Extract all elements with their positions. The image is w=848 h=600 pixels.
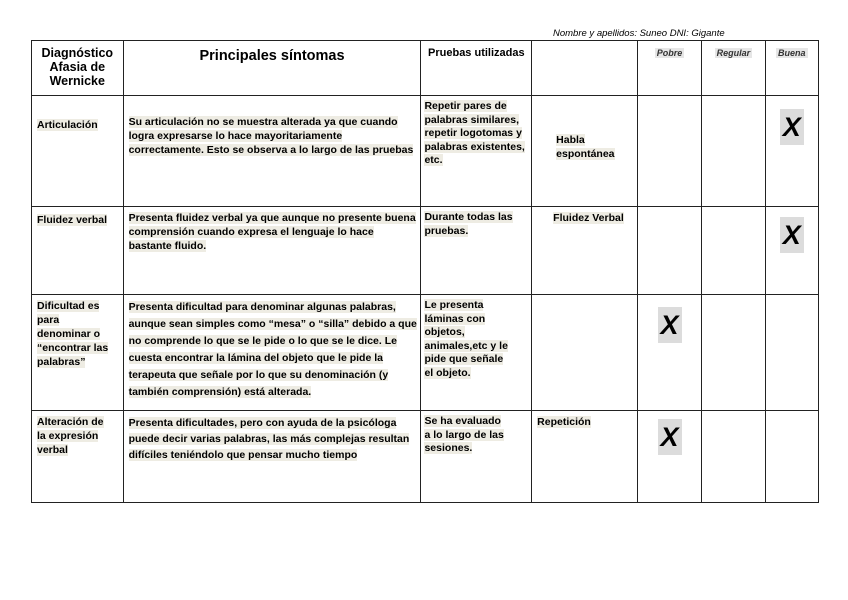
check-mark: X [658,307,682,343]
row-regular [702,295,765,411]
row-symptoms: Presenta dificultad para denominar algunas palabras, aunque sean simples como “mesa” o “silla” debido a que no comprende lo que se le pide o lo que se le dice. Le cuesta encontrar la lámina del objeto que le pide la terapeuta que señale por lo que su denominación (y también comprensión) está alterada. [123,295,421,411]
row-label: Articulación [32,96,124,207]
row-pobre [637,411,701,503]
row-symptoms: Su articulación no se muestra alterada ya que cuando logra expresarse lo hace mayoritariamente correctamente. Esto se observa a lo largo de las pruebas [123,96,421,207]
row-pobre [637,207,701,295]
row-tests: Repetir pares de palabras similares, repetir logotomas y palabras existentes, etc. [421,96,532,207]
row-buena [765,207,818,295]
table-row [32,295,819,411]
header-pruebas: Pruebas utilizadas [421,41,532,96]
header-pobre: Pobre [637,41,701,96]
student-name-note: Nombre y apellidos: Suneo DNI: Gigante [553,28,725,39]
diagnosis-table [31,40,819,503]
row-regular [702,207,765,295]
header-diagnostico: Diagnóstico Afasia de Wernicke [32,41,124,96]
table-header-row [32,41,819,96]
header-buena: Buena [765,41,818,96]
check-mark: X [780,217,804,253]
table-row [32,411,819,503]
row-label: Alteración de la expresión verbal [32,411,124,503]
row-regular [702,411,765,503]
row-label: Dificultad es para denominar o “encontrar las palabras” [32,295,124,411]
check-mark: X [658,419,682,455]
header-regular: Regular [702,41,765,96]
row-buena [765,295,818,411]
table-row [32,207,819,295]
row-symptoms: Presenta dificultades, pero con ayuda de la psicóloga puede decir varias palabras, las más complejas resultan difíciles teniéndolo que pensar mucho tiempo [123,411,421,503]
header-extra [532,41,638,96]
row-buena [765,411,818,503]
row-label: Fluidez verbal [32,207,124,295]
row-buena [765,96,818,207]
header-sintomas: Principales síntomas [123,41,421,96]
row-extra: Fluidez Verbal [532,207,638,295]
row-symptoms: Presenta fluidez verbal ya que aunque no presente buena comprensión cuando expresa el lenguaje lo hace bastante fluido. [123,207,421,295]
row-tests: Durante todas las pruebas. [421,207,532,295]
row-extra: Repetición [532,411,638,503]
check-mark: X [780,109,804,145]
row-extra: Habla espontánea [532,96,638,207]
row-extra [532,295,638,411]
row-pobre [637,96,701,207]
row-tests: Le presenta láminas con objetos, animales,etc y le pide que señale el objeto. [421,295,532,411]
table-row [32,96,819,207]
row-regular [702,96,765,207]
row-pobre [637,295,701,411]
row-tests: Se ha evaluado a lo largo de las sesiones. [421,411,532,503]
